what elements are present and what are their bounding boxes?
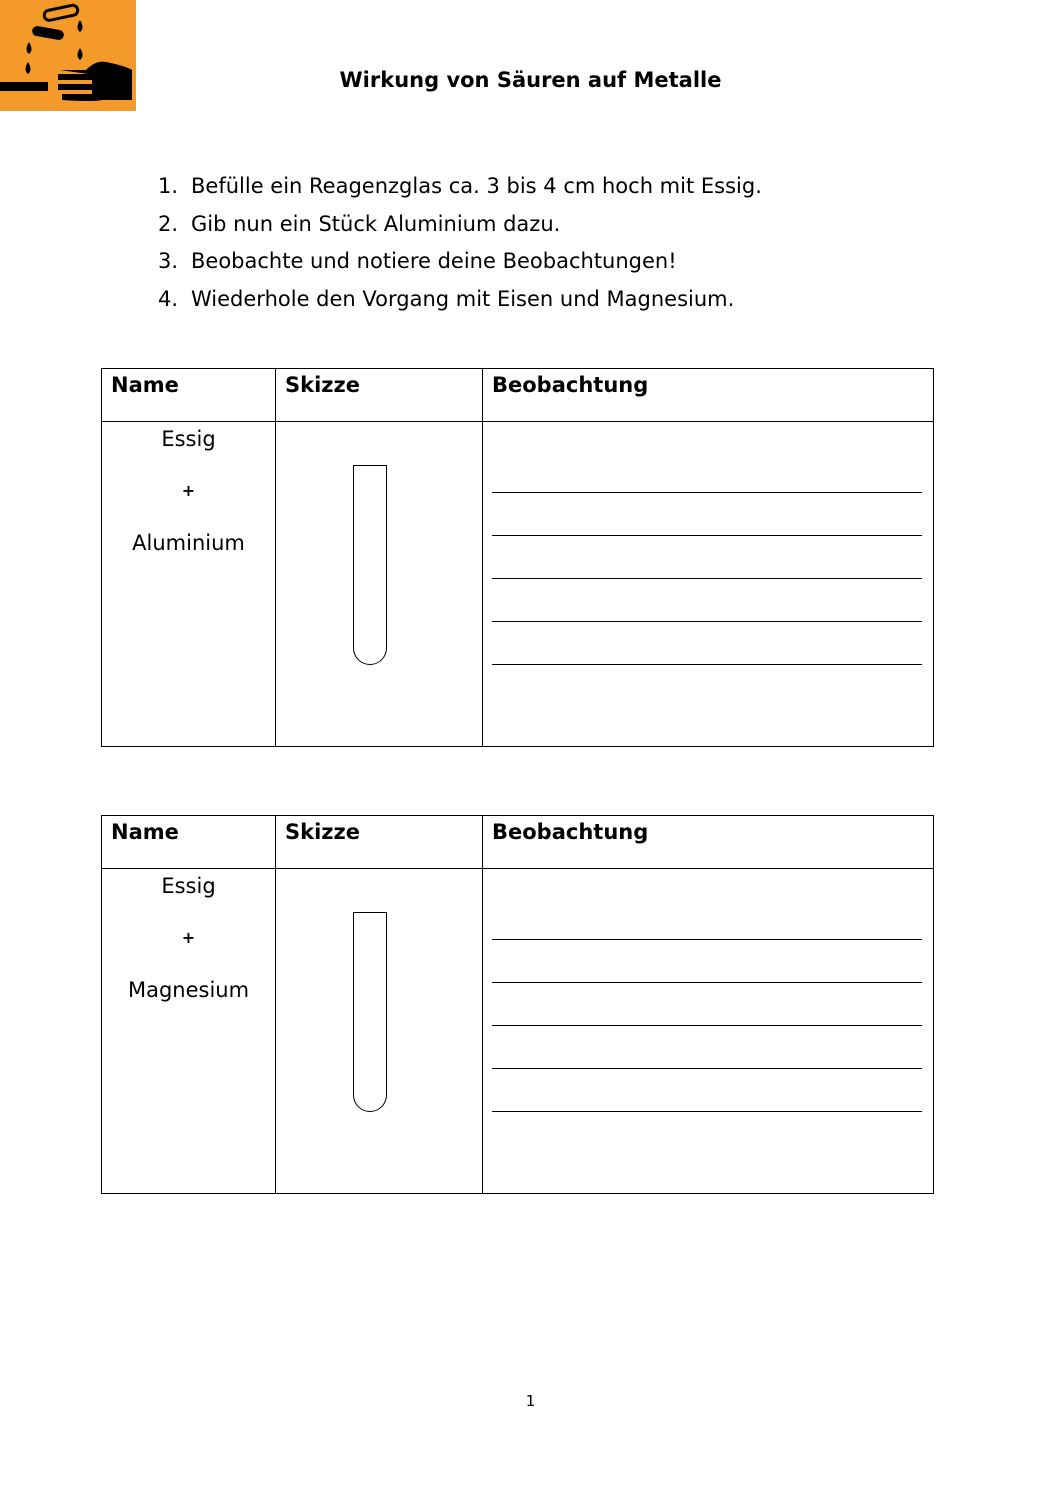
header-divider	[102, 421, 933, 422]
corrosive-hazard-icon	[0, 0, 136, 111]
test-tube-sketch	[353, 912, 387, 1112]
header-skizze: Skizze	[285, 373, 360, 397]
column-divider	[482, 369, 483, 746]
answer-line[interactable]	[492, 535, 922, 536]
page-number: 1	[525, 1392, 536, 1410]
step-number: 3.	[158, 249, 179, 273]
substance-2: Magnesium	[127, 978, 250, 1002]
column-divider	[482, 816, 483, 1193]
header-skizze: Skizze	[285, 820, 360, 844]
header-divider	[102, 868, 933, 869]
substance-1: Essig	[161, 874, 216, 898]
answer-line[interactable]	[492, 982, 922, 983]
answer-line[interactable]	[492, 1111, 922, 1112]
answer-line[interactable]	[492, 492, 922, 493]
step-number: 4.	[158, 286, 179, 311]
step-number: 1.	[158, 174, 179, 198]
answer-line[interactable]	[492, 939, 922, 940]
plus-sign: +	[181, 928, 196, 947]
instruction-list	[158, 168, 762, 318]
substance-1: Essig	[161, 427, 216, 451]
answer-line[interactable]	[492, 578, 922, 579]
header-beobachtung: Beobachtung	[492, 820, 649, 844]
answer-line[interactable]	[492, 664, 922, 665]
observation-table-aluminium	[101, 368, 934, 747]
header-name: Name	[111, 820, 179, 844]
header-name: Name	[111, 373, 179, 397]
instruction-item	[158, 281, 762, 319]
step-number: 2.	[158, 211, 179, 236]
page-title: Wirkung von Säuren auf Metalle	[339, 68, 722, 92]
substance-2: Aluminium	[132, 531, 245, 555]
test-tube-sketch	[353, 465, 387, 665]
instruction-item	[158, 243, 762, 281]
step-text: Befülle ein Reagenzglas ca. 3 bis 4 cm hoch mit Essig.	[191, 174, 762, 198]
step-text: Gib nun ein Stück Aluminium dazu.	[191, 211, 561, 236]
column-divider	[275, 816, 276, 1193]
instruction-item	[158, 206, 762, 244]
header-beobachtung: Beobachtung	[492, 373, 649, 397]
observation-table-magnesium	[101, 815, 934, 1194]
answer-line[interactable]	[492, 1025, 922, 1026]
instruction-item	[158, 168, 762, 206]
step-text: Wiederhole den Vorgang mit Eisen und Magnesium.	[191, 286, 735, 311]
step-text: Beobachte und notiere deine Beobachtungen!	[191, 249, 677, 273]
answer-line[interactable]	[492, 621, 922, 622]
column-divider	[275, 369, 276, 746]
answer-line[interactable]	[492, 1068, 922, 1069]
plus-sign: +	[181, 481, 196, 500]
